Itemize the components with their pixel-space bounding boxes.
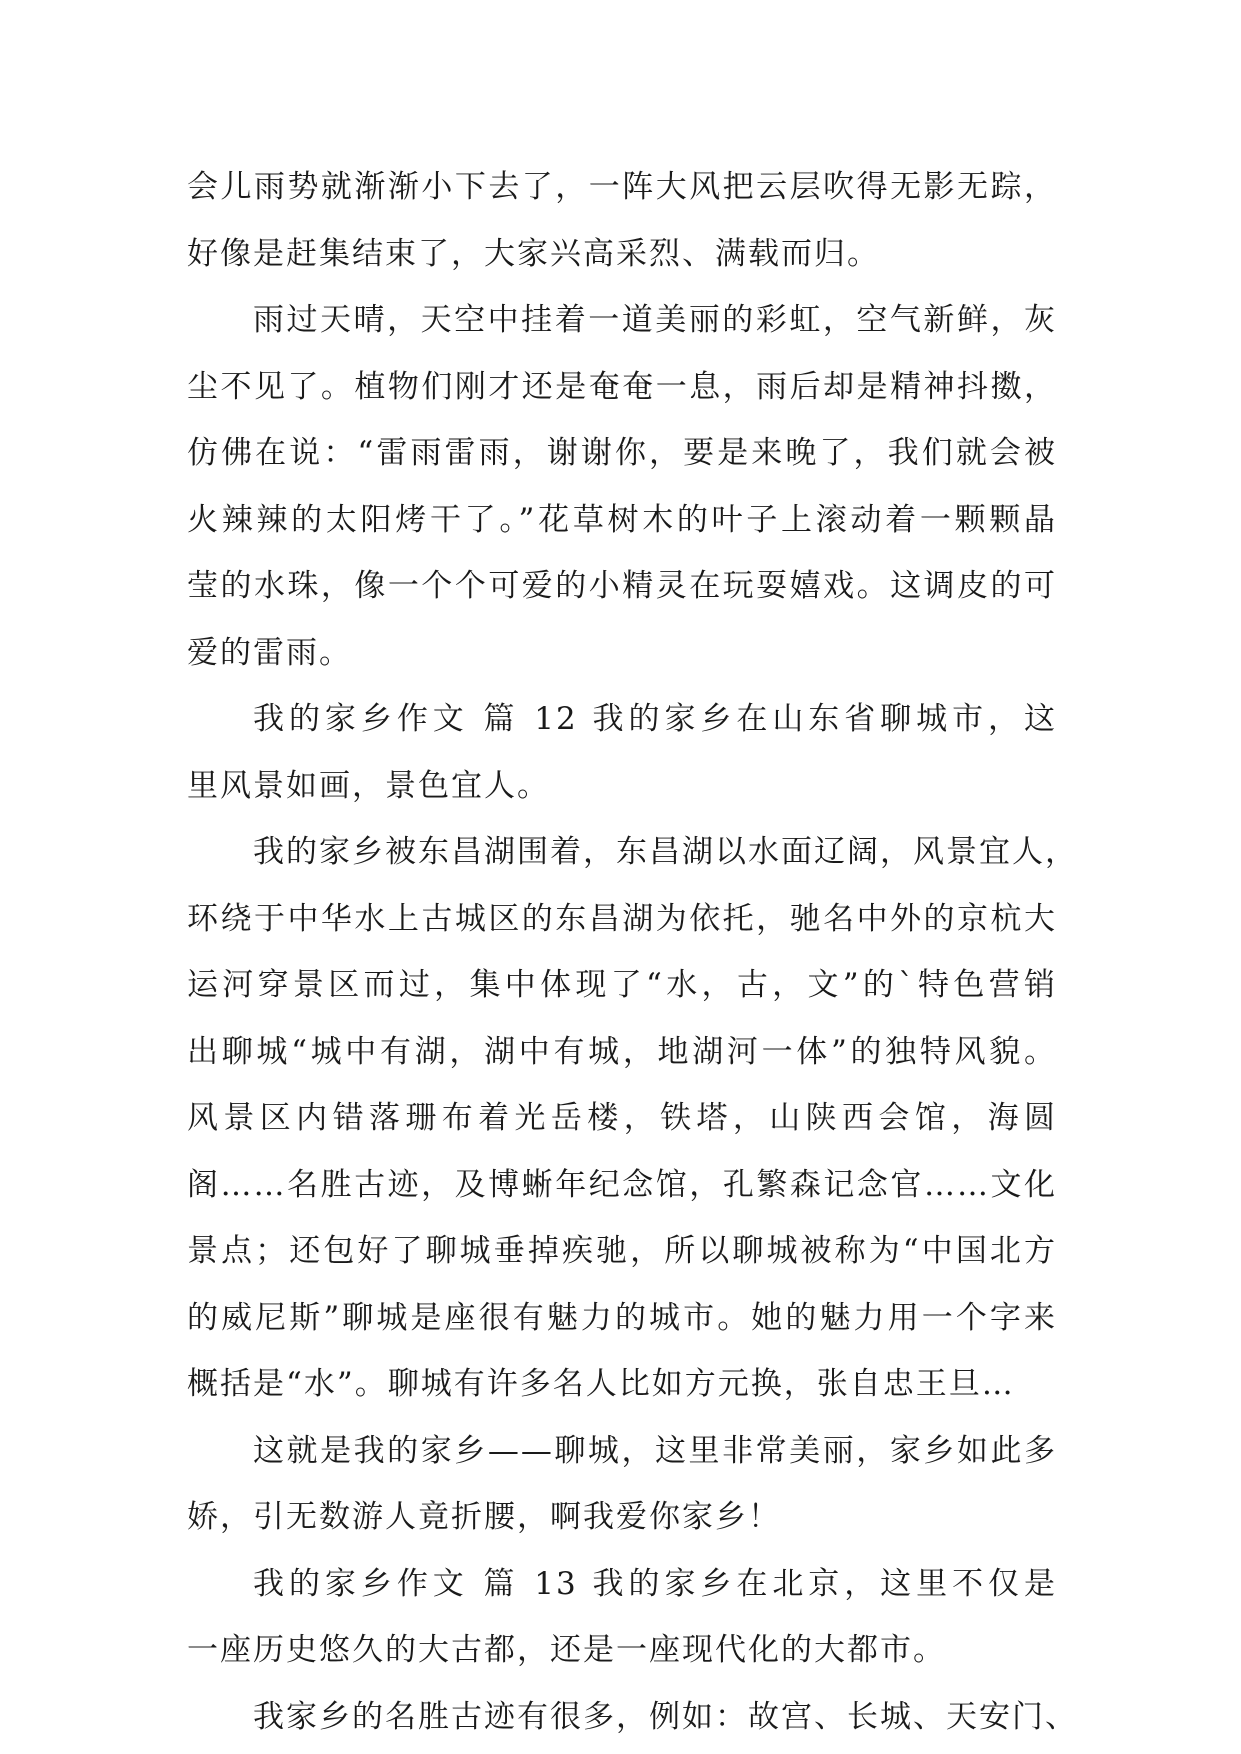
text-line: 阁……名胜古迹，及博蜥年纪念馆，孔繁森记念官……文化 [187,1166,1057,1203]
text-line: 火辣辣的太阳烤干了。”花草树木的叶子上滚动着一颗颗晶 [187,501,1057,538]
text-line: 环绕于中华水上古城区的东昌湖为依托，驰名中外的京杭大 [187,900,1057,937]
text-line: 娇，引无数游人竟折腰，啊我爱你家乡！ [187,1499,781,1535]
text-line: 会儿雨势就渐渐小下去了，一阵大风把云层吹得无影无踪， [187,169,1057,205]
text-line: 风景区内错落珊布着光岳楼，铁塔，山陕西会馆，海圆 [187,1100,1057,1136]
text-line: 一座历史悠久的大古都，还是一座现代化的大都市。 [187,1632,946,1668]
text-line: 景点；还包好了聊城垂掉疾驰，所以聊城被称为“中国北方 [187,1233,1057,1269]
text-line: 我家乡的名胜古迹有很多，例如：故宫、长城、天安门、 [253,1698,1078,1735]
text-line: 出聊城“城中有湖，湖中有城，地湖河一体”的独特风貌。 [187,1033,1057,1070]
text-line: 好像是赶集结束了，大家兴高采烈、满载而归。 [187,235,880,272]
text-line: 雨过天晴，天空中挂着一道美丽的彩虹，空气新鲜，灰 [253,302,1057,338]
text-line: 我的家乡被东昌湖围着，东昌湖以水面辽阔，风景宜人， [253,834,1078,870]
text-line: 的威尼斯”聊城是座很有魅力的城市。她的魅力用一个字来 [187,1299,1057,1336]
text-line: 爱的雷雨。 [187,634,352,671]
document-body [187,154,1078,1750]
text-line: 运河穿景区而过，集中体现了“水，古，文”的`特色营销 [187,967,1057,1003]
text-line: 里风景如画，景色宜人。 [187,767,550,804]
text-line: 尘不见了。植物们刚才还是奄奄一息，雨后却是精神抖擞， [187,368,1057,405]
text-line: 仿佛在说：“雷雨雷雨，谢谢你，要是来晚了，我们就会被 [187,435,1057,471]
text-line: 我的家乡作文 篇 12 我的家乡在山东省聊城市，这 [253,701,1057,737]
text-line: 莹的水珠，像一个个可爱的小精灵在玩耍嬉戏。这调皮的可 [187,568,1057,604]
text-line: 我的家乡作文 篇 13 我的家乡在北京，这里不仅是 [253,1565,1057,1602]
text-line: 概括是“水”。聊城有许多名人比如方元换，张自忠王旦… [187,1366,1015,1402]
text-line: 这就是我的家乡——聊城，这里非常美丽，家乡如此多 [253,1432,1057,1469]
